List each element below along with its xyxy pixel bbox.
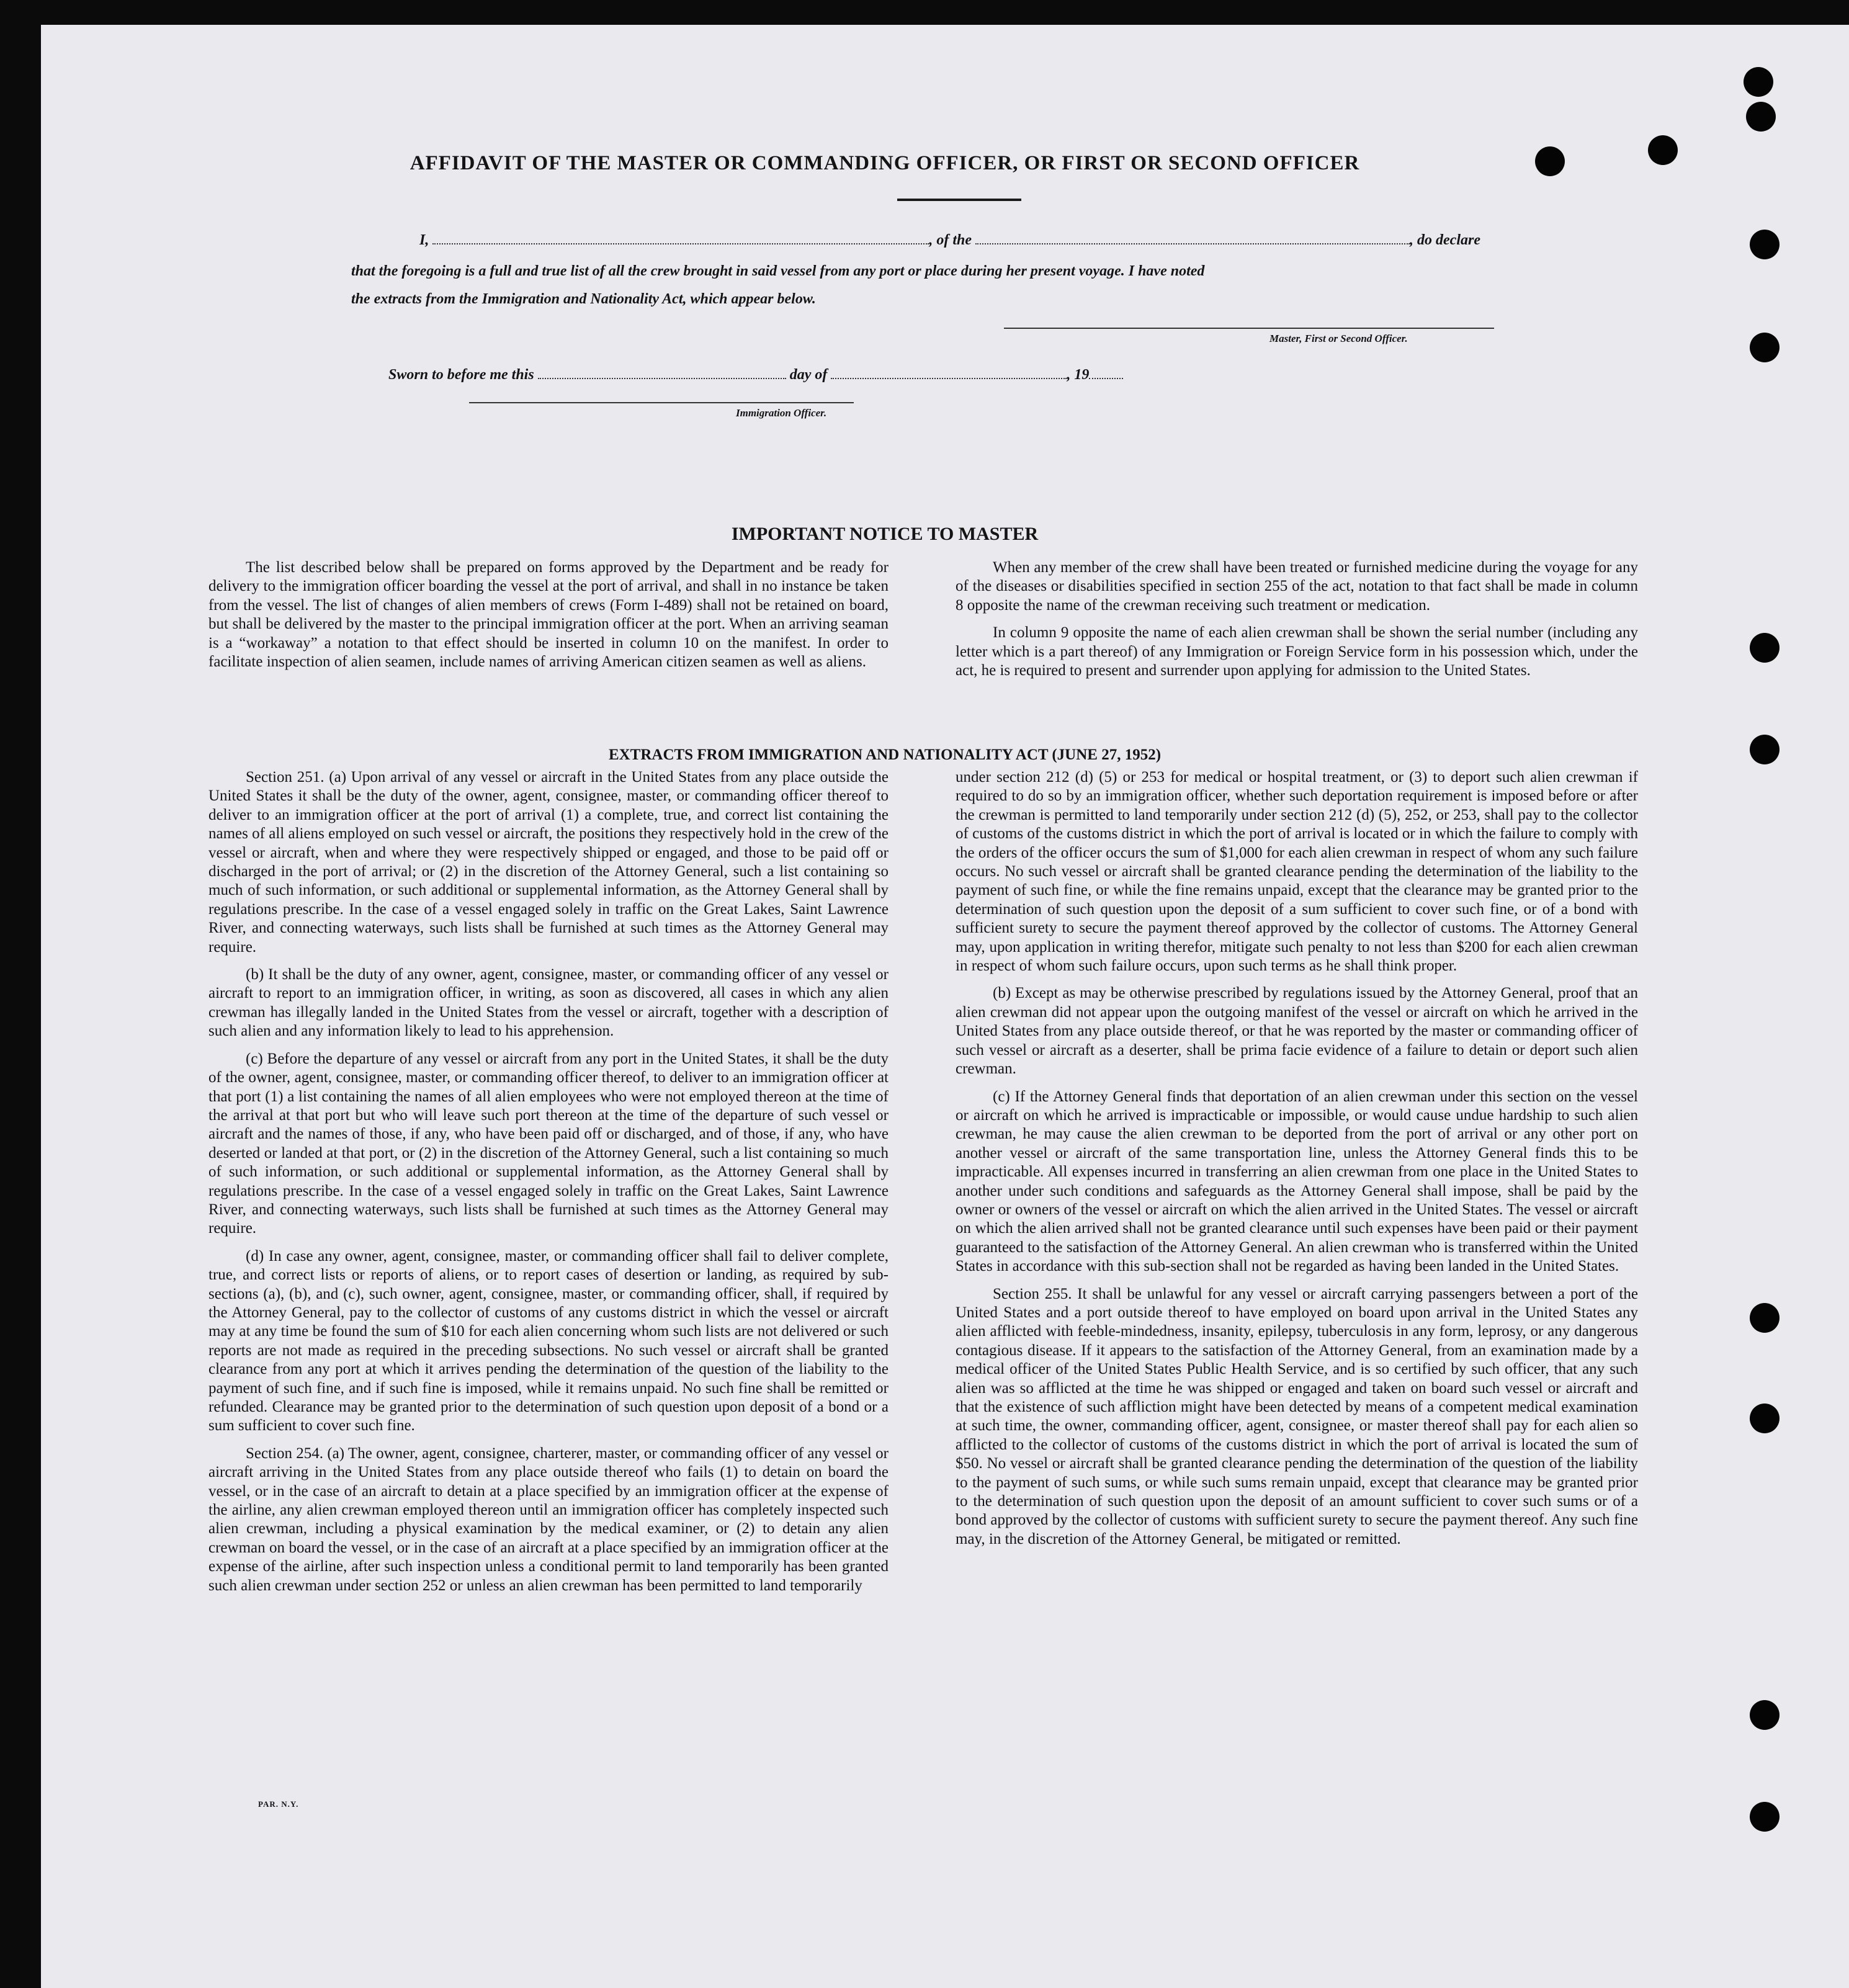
act-section-paragraph: (b) It shall be the duty of any owner, agent, consignee, master, or commanding officer of any vessel or aircraft to report to an immigration officer, in writing, as soon as discovered, all cases in which any alien crewman has illegally landed in the United States from the vessel or aircraft, together with a description of such alien and any information likely to lead to his apprehension. bbox=[208, 966, 889, 1040]
sworn-text: Sworn to before me this bbox=[388, 367, 534, 383]
sworn-month-blank[interactable] bbox=[831, 364, 1067, 379]
notice-paragraph: In column 9 opposite the name of each alien crewman shall be shown the serial number (including any letter which is a part thereof) of any Immigration or Foreign Service form in his possession which, under the act, he is required to present and surrender upon applying for admission to the United States. bbox=[956, 624, 1638, 679]
punch-hole bbox=[1744, 67, 1773, 97]
officer-signature-line[interactable] bbox=[469, 402, 854, 403]
master-signature-label: Master, First or Second Officer. bbox=[1269, 333, 1408, 344]
punch-hole bbox=[1750, 1700, 1780, 1730]
punch-hole bbox=[1746, 102, 1776, 132]
punch-hole bbox=[1750, 1303, 1780, 1333]
affidavit-do-declare: , do declare bbox=[1410, 232, 1480, 248]
act-section-paragraph: Section 251. (a) Upon arrival of any vessel or aircraft in the United States from any place outside the United States it shall be the duty of the owner, agent, consignee, master, or commanding officer thereof to deliver to an immigration officer at the port of arrival (1) a complete, true, and correct list containing the names of all aliens employed on such vessel or aircraft, the positions they respectively hold in the crew of the vessel or aircraft, when and where they were respectively shipped or engaged, and those to be paid off or discharged in the port of arrival; or (2) in the discretion of the Attorney General, such a list containing so much of such information, or such additional or supplemental information, as the Attorney General shall by regulations prescribe. In the case of a vessel engaged solely in traffic on the Great Lakes, Saint Lawrence River, and connecting waterways, such lists shall be furnished at such times as the Attorney General may require. bbox=[208, 769, 889, 956]
punch-hole bbox=[1750, 230, 1780, 259]
affidavit-title: AFFIDAVIT OF THE MASTER OR COMMANDING OFFICER, OR FIRST OR SECOND OFFICER bbox=[410, 152, 1360, 174]
sworn-year-prefix: , 19 bbox=[1067, 367, 1090, 383]
act-section-paragraph: (d) In case any owner, agent, consignee, master, or commanding officer shall fail to deliver complete, true, and correct lists or reports of aliens, or to report cases of desertion or landing, as required by sub-sections (a), (b), and (c), such owner, agent, consignee, master, or commanding officer, shall, if required by the Attorney General, pay to the collector of customs of any customs district in which the vessel or aircraft may at any time be found the sum of $10 for each alien concerning whom such lists are not delivered or such reports are not made as required in the preceding subsections. No such vessel or aircraft shall be granted clearance from any port at which it arrives pending the determination of the question of the liability to the payment of such fine, and if such fine is imposed, while it remains unpaid. No such fine shall be remitted or refunded. Clearance may be granted prior to the determination of such question upon deposit of a bond or a sum sufficient to cover such fine. bbox=[208, 1247, 889, 1435]
punch-hole bbox=[1750, 735, 1780, 764]
officer-signature-label: Immigration Officer. bbox=[736, 407, 827, 419]
act-section-paragraph: under section 212 (d) (5) or 253 for medical or hospital treatment, or (3) to deport such alien crewman if required to do so by an immigration officer, whether such deportation requirement is imposed before or after the crewman is permitted to land temporarily under section 212 (d) (5), 252, or 253, shall pay to the collector of customs of the customs district in which the port of arrival is located or in which the failure to comply with the orders of the officer occurs the sum of $1,000 for each alien crewman in respect of whom any such failure occurs. No such vessel or aircraft shall be granted clearance pending the determination of the liability to the payment of such fine, or while the fine remains unpaid, except that the clearance may be granted prior to the determination of such question upon the deposit of a sum sufficient to cover such fine, or of a bond with sufficient surety to secure the payment thereof approved by the collector of customs. The Attorney General may, upon application in writing therefor, mitigate such penalty to not less than $200 for each alien crewman in respect of whom such failure occurs, upon such terms as he shall think proper. bbox=[956, 769, 1638, 975]
punch-hole bbox=[1750, 633, 1780, 663]
sworn-day-of: day of bbox=[789, 367, 828, 383]
master-name-blank[interactable] bbox=[432, 230, 929, 244]
title-rule bbox=[897, 199, 1021, 201]
act-section-paragraph: Section 255. It shall be unlawful for any vessel or aircraft carrying passengers between a port of the United States and a port outside thereof to have employed on board upon arrival in the United States any alien afflicted with feeble-mindedness, insanity, epilepsy, tuberculosis in any form, leprosy, or any dangerous contagious disease. If it appears to the satisfaction of the Attorney General, from an examination made by a medical officer of the United States Public Health Service, and is so certified by such officer, that any such alien was so afflicted at the time he was shipped or engaged and taken on board such vessel or aircraft and that the existence of such affliction might have been detected by means of a competent medical examination at such time, the owner, commanding officer, agent, consignee, or master thereof shall pay for each alien so afflicted to the collector of customs of the customs district in which the port of arrival is located the sum of $50. No vessel or aircraft shall be granted clearance pending the determination of the question of the liability to the payment of such sums, or while such sums remain unpaid, except that clearance may be granted prior to the determination of such question upon the deposit of an amount sufficient to cover such sums or of a bond approved by the collector of customs with sufficient surety to secure the payment thereof. Any such fine may, in the discretion of the Attorney General, be mitigated or remitted. bbox=[956, 1285, 1638, 1547]
master-signature-line[interactable] bbox=[1004, 328, 1494, 329]
document-page bbox=[41, 25, 1849, 1988]
vessel-name-blank[interactable] bbox=[975, 230, 1410, 244]
punch-hole bbox=[1750, 333, 1780, 362]
punch-hole bbox=[1750, 1404, 1780, 1433]
act-section-paragraph: (c) If the Attorney General finds that deportation of an alien crewman under this section on the vessel or aircraft on which he arrived is impracticable or impossible, or would cause undue hardship to such alien crewman, he may cause the alien crewman to be deported from the port of arrival or any other port on another vessel or aircraft of the same transportation line, unless the Attorney General finds this to be impracticable. All expenses incurred in transferring an alien crewman from one place in the United States to another under such conditions and safeguards as the Attorney General shall impose, shall be paid by the owner or owners of the vessel or aircraft on which the alien arrived in the United States. The vessel or aircraft on which the alien arrived shall not be granted clearance until such expenses have been paid or their payment guaranteed to the satisfaction of the Attorney General. An alien crewman who is transferred within the United States in accordance with this sub-section shall not be regarded as having been landed in the United States. bbox=[956, 1088, 1638, 1275]
notice-right-column bbox=[956, 558, 1638, 689]
act-section-paragraph: Section 254. (a) The owner, agent, consignee, charterer, master, or commanding officer of any vessel or aircraft arriving in the United States from any place outside thereof who fails (1) to detain on board the vessel, or in the case of an aircraft to detain at a place specified by an immigration officer at the expense of the airline, any alien crewman employed thereon until an immigration officer has completely inspected such alien crewman, including a physical examination by the medical examiner, or (2) to detain any alien crewman on board the vessel, or in the case of an aircraft at a place specified by an immigration officer at the expense of the airline, after such inspection unless a conditional permit to land temporarily has been granted such alien crewman under section 252 or unless an alien crewman has been permitted to land temporarily bbox=[208, 1444, 889, 1594]
affidavit-declaration-line bbox=[351, 226, 1611, 254]
act-section-paragraph: (b) Except as may be otherwise prescribed by regulations issued by the Attorney General, proof that an alien crewman did not appear upon the outgoing manifest of the vessel or aircraft on which he arrived in the United States from any place outside thereof, or that he was reported by the master or commanding officer of such vessel or aircraft as a deserter, shall be prima facie evidence of a failure to detain or deport such alien crewman. bbox=[956, 985, 1638, 1078]
punch-hole bbox=[1750, 1802, 1780, 1832]
printer-mark: PAR. N.Y. bbox=[258, 1799, 299, 1809]
sworn-day-blank[interactable] bbox=[538, 364, 786, 379]
affidavit-i: I, bbox=[419, 232, 429, 248]
extracts-left-column bbox=[208, 768, 889, 1604]
notice-left-column bbox=[208, 558, 889, 680]
punch-hole bbox=[1648, 135, 1678, 165]
sworn-year-blank[interactable] bbox=[1089, 364, 1123, 379]
affidavit-statement-line: the extracts from the Immigration and Nationality Act, which appear below. bbox=[351, 291, 816, 307]
notice-paragraph: The list described below shall be prepared on forms approved by the Department and be ready for delivery to the immigration officer boarding the vessel at the port of arrival, and shall in no instance be taken from the vessel. The list of changes of alien members of crews (Form I-489) shall not be retained on board, but shall be delivered by the master to the principal immigration officer at the port. When an arriving seaman is a “workaway” a notation to that effect should be inserted in column 10 on the manifest. In order to facilitate inspection of alien seamen, include names of arriving American citizen seamen as well as aliens. bbox=[208, 559, 889, 671]
extracts-title: EXTRACTS FROM IMMIGRATION AND NATIONALITY ACT (JUNE 27, 1952) bbox=[608, 746, 1162, 763]
extracts-right-column bbox=[956, 768, 1638, 1557]
act-section-paragraph: (c) Before the departure of any vessel or aircraft from any port in the United States, it shall be the duty of the owner, agent, consignee, master, or commanding officer thereof, to deliver to an immigration officer at that port (1) a list containing the names of all alien employees who were not employed thereon at the time of the arrival at that port but who will leave such port thereon at the time of the departure of such vessel or aircraft and the names of those, if any, who have been paid off or discharged, and of those, if any, who have deserted or landed at that port, or (2) in the discretion of the Attorney General, such a list containing so much of such information, or such additional or supplemental information, as the Attorney General shall by regulations prescribe. In the case of a vessel engaged solely in traffic on the Great Lakes, Saint Lawrence River, and connecting waterways, such lists shall be furnished at such times as the Attorney General may require. bbox=[208, 1050, 889, 1237]
sworn-line bbox=[388, 361, 1580, 389]
affidavit-of-the: , of the bbox=[929, 232, 972, 248]
notice-paragraph: When any member of the crew shall have been treated or furnished medicine during the voyage for any of the diseases or disabilities specified in section 255 of the act, notation to that fact shall be made in column 8 opposite the name of the crewman receiving such treatment or medication. bbox=[956, 559, 1638, 614]
affidavit-statement-line: that the foregoing is a full and true list of all the crew brought in said vessel from any port or place during her present voyage. I have noted bbox=[351, 263, 1205, 279]
notice-title: IMPORTANT NOTICE TO MASTER bbox=[731, 524, 1039, 544]
